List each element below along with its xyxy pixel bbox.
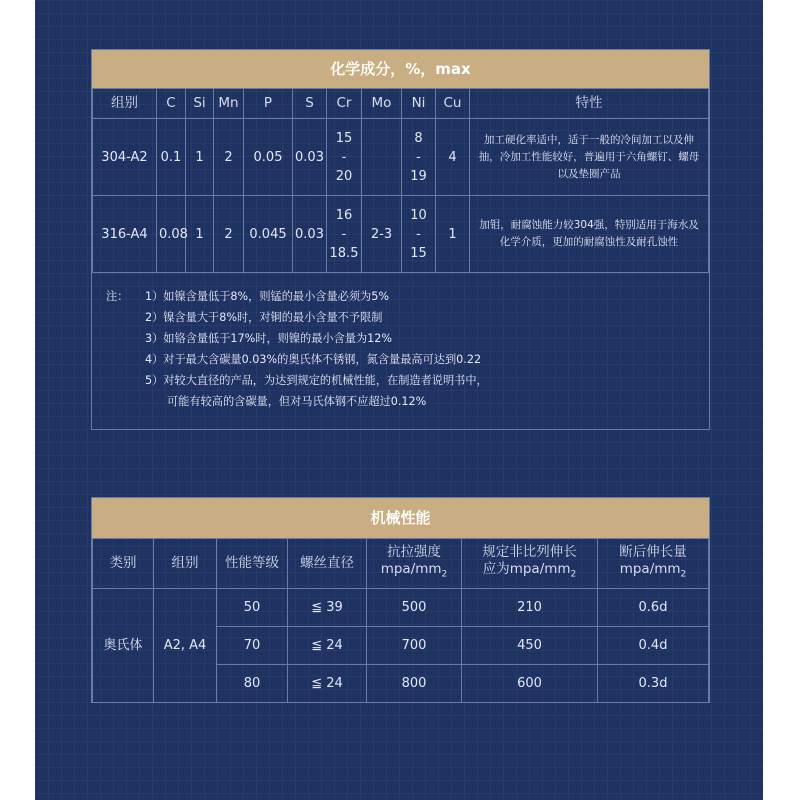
s-cell: 0.03	[293, 119, 327, 196]
note-text: 3）如铬含量低于17%时，则镍的最小含量为12%	[145, 332, 393, 345]
thread-cell: ≦ 24	[288, 627, 367, 665]
yield-cell: 210	[462, 589, 598, 627]
cu-cell: 4	[436, 119, 470, 196]
header-s: S	[293, 89, 327, 119]
note-line	[106, 391, 709, 412]
cr-max: 20	[335, 168, 353, 184]
header-category: 类别	[93, 539, 154, 589]
mechanical-title: 机械性能	[92, 498, 709, 538]
mechanical-table	[92, 538, 709, 703]
elong-cell: 0.6d	[598, 589, 709, 627]
grade-cell: 50	[217, 589, 288, 627]
header-tensile	[367, 539, 462, 589]
mn-cell: 2	[214, 119, 244, 196]
note-line	[106, 286, 709, 307]
note-text: 5）对较大直径的产品，为达到规定的机械性能，在制造者说明书中，	[145, 374, 488, 387]
group-cell: A2, A4	[154, 589, 217, 703]
ni-min: 8	[414, 130, 423, 146]
c-cell: 0.08	[157, 196, 186, 273]
header-group: 组别	[93, 89, 157, 119]
cr-min: 15	[335, 130, 353, 146]
note-line	[106, 307, 709, 328]
header-thread: 螺丝直径	[288, 539, 367, 589]
cr-max: 18.5	[329, 245, 359, 261]
ni-dash: -	[416, 226, 421, 242]
header-yield	[462, 539, 598, 589]
group-cell: 316-A4	[93, 196, 157, 273]
si-cell: 1	[186, 119, 214, 196]
tensile-unit: mpa/$mm_2$	[380, 560, 448, 580]
category-cell: 奥氏体	[93, 589, 154, 703]
p-cell: 0.045	[244, 196, 293, 273]
grade-cell: 80	[217, 665, 288, 703]
tensile-cell: 800	[367, 665, 462, 703]
mn-cell: 2	[214, 196, 244, 273]
note-text: 4）对于最大含碳量0.03%的奥氏体不锈钢，氮含量最高可达到0.22	[145, 353, 482, 366]
header-property: 特性	[470, 89, 709, 119]
header-cr: Cr	[327, 89, 362, 119]
thread-cell: ≦ 24	[288, 665, 367, 703]
cr-cell	[327, 119, 362, 196]
ni-max: 19	[410, 168, 427, 184]
header-elongation	[598, 539, 709, 589]
table-row	[93, 196, 709, 273]
chemical-title: 化学成分，%，max	[92, 50, 709, 88]
cr-cell	[327, 196, 362, 273]
note-line	[106, 370, 709, 391]
mo-cell	[362, 119, 402, 196]
yield-cell: 600	[462, 665, 598, 703]
elong-unit: mpa/$mm_2$	[619, 560, 687, 580]
notes-block	[92, 273, 709, 412]
ni-cell	[402, 196, 436, 273]
ni-min: 10	[410, 207, 427, 223]
header-c: C	[157, 89, 186, 119]
property-cell: 加钼，耐腐蚀能力较304强，特别适用于海水及化学介质，更加的耐腐蚀性及耐孔蚀性	[470, 196, 709, 273]
elong-label: 断后伸长量	[619, 543, 687, 560]
note-text: 1）如镍含量低于8%，则锰的最小含量必须为5%	[145, 290, 389, 303]
header-group: 组别	[154, 539, 217, 589]
tensile-cell: 500	[367, 589, 462, 627]
property-cell: 加工硬化率适中，适于一般的冷间加工以及伸抽，冷加工性能较好，普遍用于六角螺钉、螺母以及垫圈产品	[470, 119, 709, 196]
ni-max: 15	[410, 245, 427, 261]
notes-prefix: 注：	[106, 290, 129, 303]
chemical-header-row	[93, 89, 709, 119]
p-cell: 0.05	[244, 119, 293, 196]
header-ni: Ni	[402, 89, 436, 119]
s-cell: 0.03	[293, 196, 327, 273]
ni-dash: -	[416, 149, 421, 165]
table-row	[93, 119, 709, 196]
note-line	[106, 349, 709, 370]
header-mo: Mo	[362, 89, 402, 119]
chemical-composition-panel	[91, 49, 710, 430]
header-si: Si	[186, 89, 214, 119]
mechanical-properties-panel	[91, 497, 710, 703]
note-text: 2）镍含量大于8%时，对铜的最小含量不予限制	[145, 311, 383, 324]
mechanical-header-row	[93, 539, 709, 589]
si-cell: 1	[186, 196, 214, 273]
tensile-cell: 700	[367, 627, 462, 665]
header-mn: Mn	[214, 89, 244, 119]
mo-cell: 2-3	[362, 196, 402, 273]
elong-cell: 0.3d	[598, 665, 709, 703]
note-line	[106, 328, 709, 349]
yield-label: 规定非比列伸长	[482, 543, 577, 560]
tensile-label: 抗拉强度	[387, 543, 441, 560]
grade-cell: 70	[217, 627, 288, 665]
table-row	[93, 589, 709, 627]
elong-cell: 0.4d	[598, 627, 709, 665]
c-cell: 0.1	[157, 119, 186, 196]
yield-unit: 应为mpa/$mm_2$	[482, 560, 577, 580]
group-cell: 304-A2	[93, 119, 157, 196]
header-grade: 性能等级	[217, 539, 288, 589]
cu-cell: 1	[436, 196, 470, 273]
ni-cell	[402, 119, 436, 196]
chemical-table	[92, 88, 709, 273]
header-p: P	[244, 89, 293, 119]
note-text: 可能有较高的含碳量，但对马氏体钢不应超过0.12%	[167, 395, 427, 408]
cr-dash: -	[341, 226, 347, 242]
cr-min: 16	[335, 207, 353, 223]
cr-dash: -	[341, 149, 347, 165]
thread-cell: ≦ 39	[288, 589, 367, 627]
header-cu: Cu	[436, 89, 470, 119]
yield-cell: 450	[462, 627, 598, 665]
